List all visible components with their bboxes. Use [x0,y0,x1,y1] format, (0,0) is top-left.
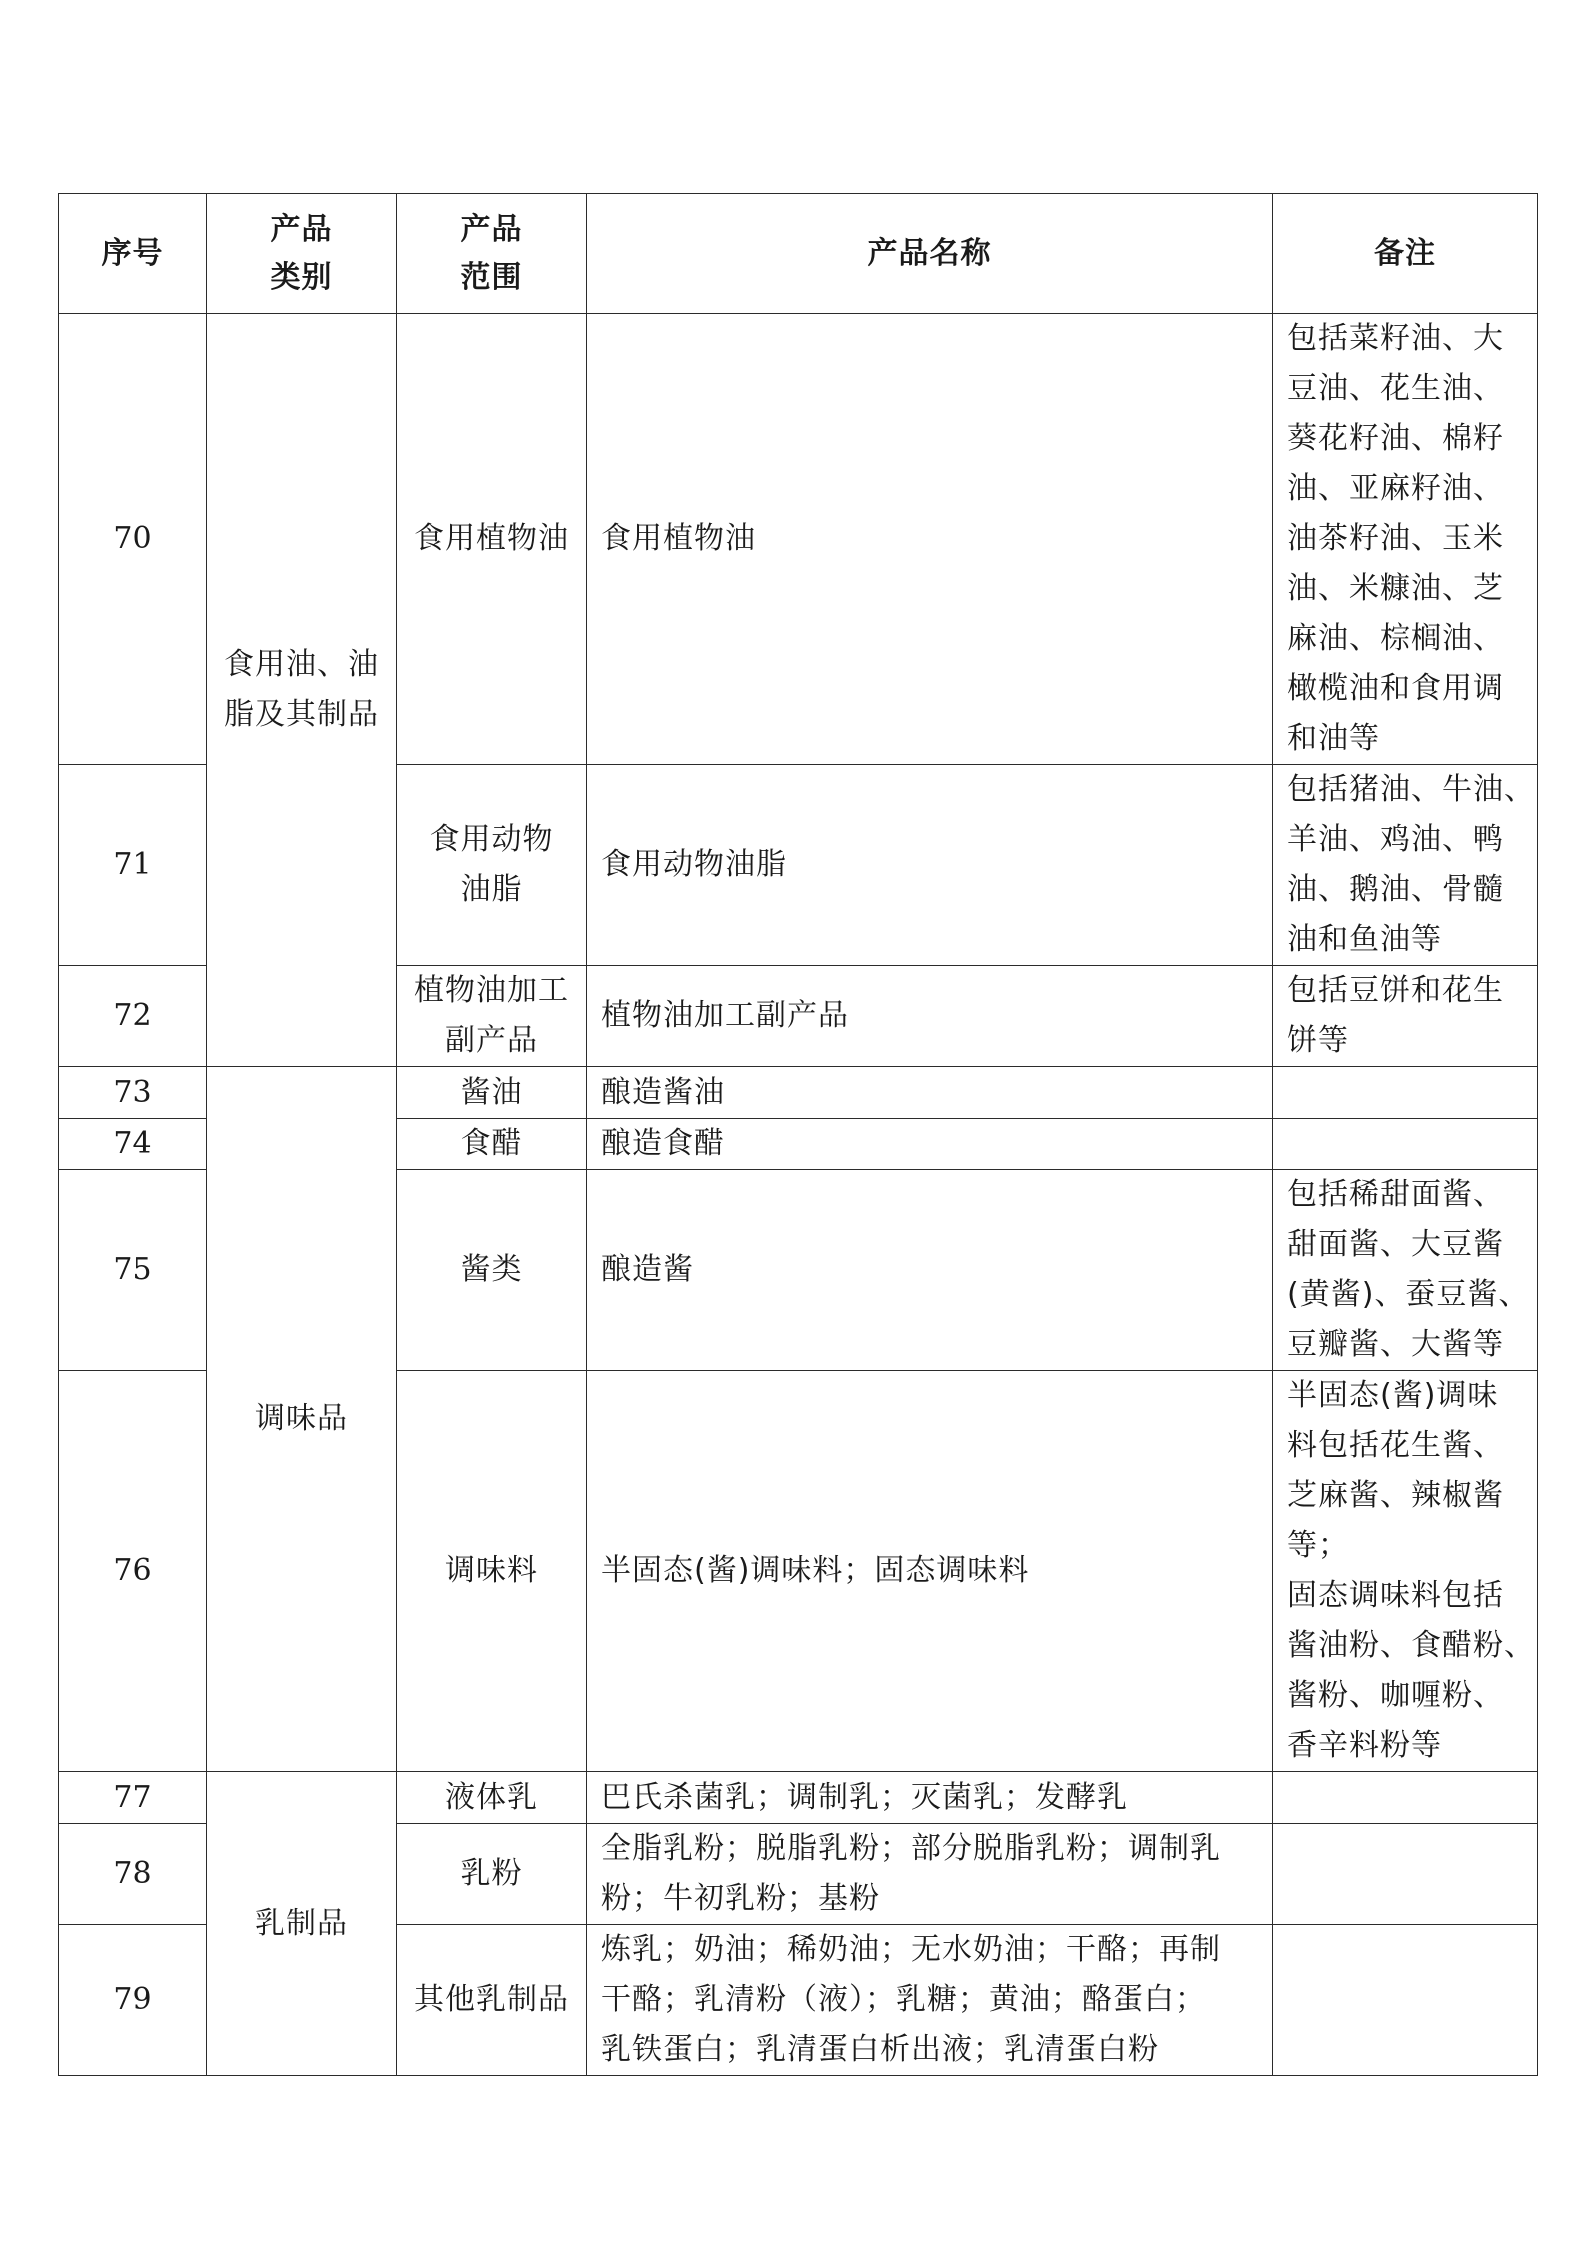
row-seq: 72 [59,966,207,1067]
scope-cell: 酱类 [397,1170,587,1371]
scope-cell: 乳粉 [397,1824,587,1925]
product-name-cell: 全脂乳粉；脱脂乳粉；部分脱脂乳粉；调制乳 粉；牛初乳粉；基粉 [587,1824,1273,1925]
product-name-cell: 酿造食醋 [587,1119,1273,1170]
header-category: 产品 类别 [207,194,397,314]
header-note: 备注 [1273,194,1538,314]
scope-cell: 食用动物 油脂 [397,765,587,966]
row-seq: 75 [59,1170,207,1371]
category-cell: 乳制品 [207,1772,397,2076]
note-cell: 包括菜籽油、大 豆油、花生油、 葵花籽油、棉籽 油、亚麻籽油、 油茶籽油、玉米 油、米糠油、芝 麻油、棕榈油、 橄榄油和食用调 和油等 [1273,314,1538,765]
product-name-cell: 酿造酱 [587,1170,1273,1371]
row-seq: 76 [59,1371,207,1772]
row-seq: 79 [59,1925,207,2076]
note-cell: 包括豆饼和花生 饼等 [1273,966,1538,1067]
scope-cell: 食醋 [397,1119,587,1170]
row-seq: 70 [59,314,207,765]
note-cell: 包括稀甜面酱、 甜面酱、大豆酱 (黄酱)、蚕豆酱、 豆瓣酱、大酱等 [1273,1170,1538,1371]
note-cell: 包括猪油、牛油、 羊油、鸡油、鸭 油、鹅油、骨髓 油和鱼油等 [1273,765,1538,966]
scope-cell: 其他乳制品 [397,1925,587,2076]
row-seq: 73 [59,1067,207,1119]
scope-cell: 液体乳 [397,1772,587,1824]
category-cell: 食用油、油 脂及其制品 [207,314,397,1067]
note-cell [1273,1925,1538,2076]
row-seq: 78 [59,1824,207,1925]
product-name-cell: 炼乳；奶油；稀奶油；无水奶油；干酪；再制 干酪；乳清粉（液）；乳糖；黄油；酪蛋白； 乳铁蛋白；乳清蛋白析出液；乳清蛋白粉 [587,1925,1273,2076]
note-cell [1273,1067,1538,1119]
product-name-cell: 半固态(酱)调味料；固态调味料 [587,1371,1273,1772]
product-name-cell: 巴氏杀菌乳；调制乳；灭菌乳；发酵乳 [587,1772,1273,1824]
header-scope: 产品 范围 [397,194,587,314]
row-seq: 77 [59,1772,207,1824]
row-seq: 74 [59,1119,207,1170]
product-name-cell: 酿造酱油 [587,1067,1273,1119]
table-row [59,1067,1538,1119]
row-seq: 71 [59,765,207,966]
note-cell [1273,1824,1538,1925]
header-name: 产品名称 [587,194,1273,314]
header-seq: 序号 [59,194,207,314]
scope-cell: 调味料 [397,1371,587,1772]
scope-cell: 食用植物油 [397,314,587,765]
table-row [59,314,1538,765]
note-cell: 半固态(酱)调味 料包括花生酱、 芝麻酱、辣椒酱 等； 固态调味料包括 酱油粉、食醋粉、 酱粉、咖喱粉、 香辛料粉等 [1273,1371,1538,1772]
product-table [58,193,1538,2076]
note-cell [1273,1772,1538,1824]
scope-cell: 酱油 [397,1067,587,1119]
product-name-cell: 食用动物油脂 [587,765,1273,966]
product-name-cell: 植物油加工副产品 [587,966,1273,1067]
product-name-cell: 食用植物油 [587,314,1273,765]
header-row [59,194,1538,314]
scope-cell: 植物油加工 副产品 [397,966,587,1067]
category-cell: 调味品 [207,1067,397,1772]
note-cell [1273,1119,1538,1170]
table-row [59,1772,1538,1824]
